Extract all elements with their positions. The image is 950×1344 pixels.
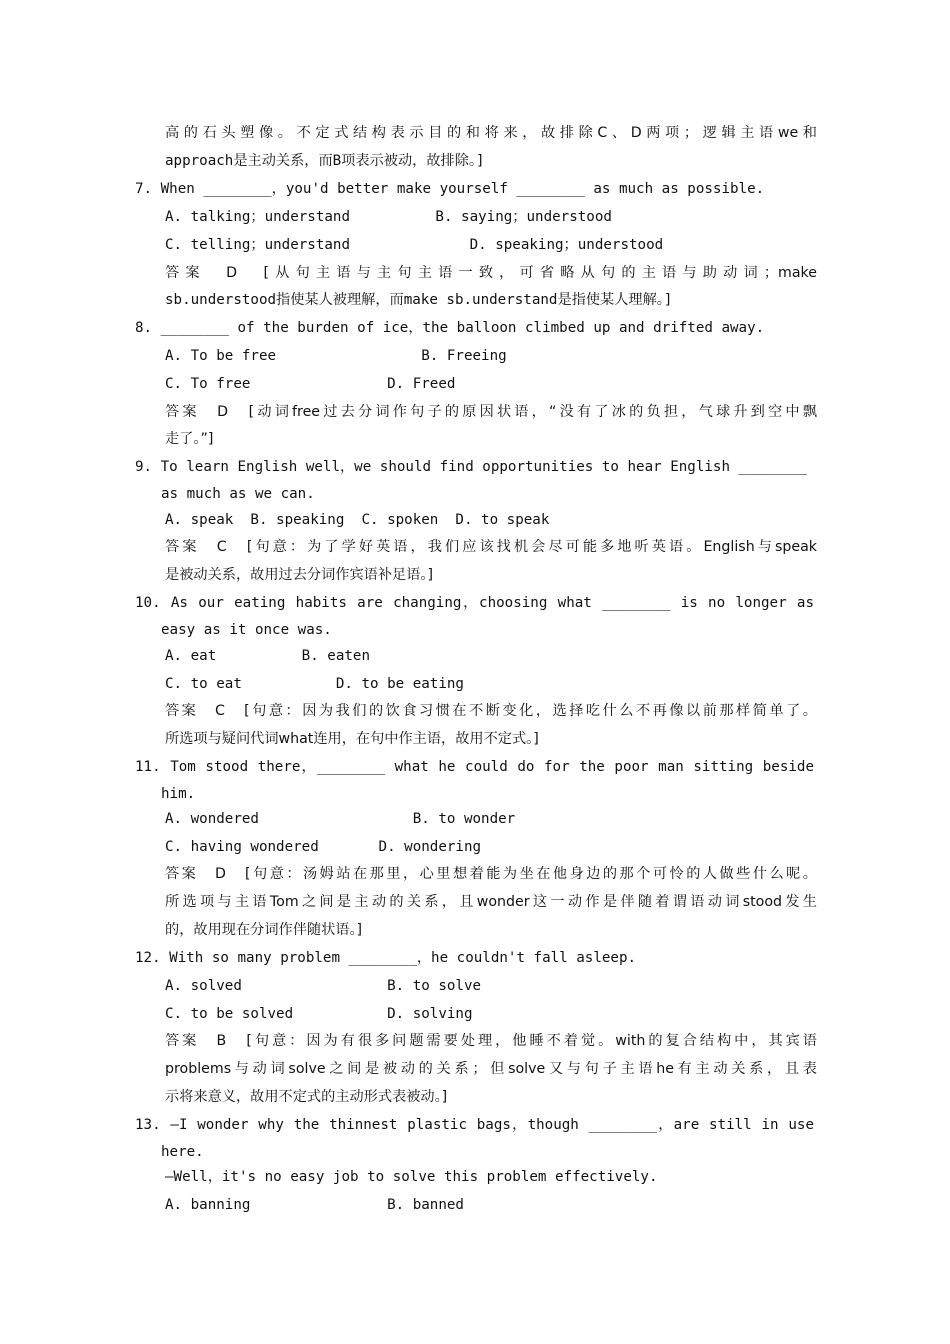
question-10-options-row-2: C. to eat D. to be eating xyxy=(165,676,464,692)
question-11-options-row-2: C. having wondered D. wondering xyxy=(165,839,482,855)
question-11-answer-line-3: 的，故用现在分词作伴随状语。] xyxy=(165,922,363,938)
question-8-answer-line-2: 走了。”] xyxy=(165,431,214,447)
question-9-answer-line-2: 是被动关系，故用过去分词作宾语补足语。] xyxy=(165,567,433,583)
question-11-stem-line-2: him. xyxy=(161,786,196,802)
question-13-dialogue-reply: —Well，it's no easy job to solve this problem effectively. xyxy=(165,1169,658,1185)
question-12-answer-line-3: 示将来意义，故用不定式的主动形式表被动。] xyxy=(165,1089,448,1105)
question-12-answer-line-1: 答案 B [句意：因为有很多问题需要处理，他睡不着觉。with的复合结构中，其宾语 xyxy=(165,1033,817,1049)
question-9-stem-line-2: as much as we can. xyxy=(161,486,315,502)
question-10-stem-line-1: 10. As our eating habits are changing，choosing what ________ is no longer as xyxy=(135,595,814,611)
question-8-options-row-1: A. To be free B. Freeing xyxy=(165,348,507,364)
question-11-answer-line-1: 答案 D [句意：汤姆站在那里，心里想着能为坐在他身边的那个可怜的人做些什么呢。 xyxy=(165,866,817,882)
question-11-options-row-1: A. wondered B. to wonder xyxy=(165,811,516,827)
question-9-stem-line-1: 9. To learn English well，we should find opportunities to hear English ________ xyxy=(135,459,807,475)
question-7-answer-line-2: sb.understood指使某人被理解，而make sb.understand是指使某人理解。] xyxy=(165,292,673,308)
question-7-options-row-2: C. telling；understand D. speaking；understood xyxy=(165,237,664,253)
question-11-stem-line-1: 11. Tom stood there，________ what he could do for the poor man sitting beside xyxy=(135,759,814,775)
question-12-answer-line-2: problems与动词solve之间是被动的关系；但solve又与句子主语he有主动关系，且表 xyxy=(165,1061,817,1077)
question-10-answer-line-1: 答案 C [句意：因为我们的饮食习惯在不断变化，选择吃什么不再像以前那样简单了。 xyxy=(165,703,817,719)
question-13-options-row-1: A. banning B. banned xyxy=(165,1197,464,1213)
question-13-stem-line-1: 13. —I wonder why the thinnest plastic bags，though ________，are still in use xyxy=(135,1117,814,1133)
question-10-answer-line-2: 所选项与疑问代词what连用，在句中作主语，故用不定式。] xyxy=(165,731,539,747)
question-11-answer-line-2: 所选项与主语Tom之间是主动的关系，且wonder这一动作是伴随着谓语动词stood发生 xyxy=(165,894,817,910)
question-12-stem: 12. With so many problem ________，he couldn't fall asleep. xyxy=(135,950,637,966)
question-12-options-row-1: A. solved B. to solve xyxy=(165,978,482,994)
question-7-answer-line-1: 答案 D [从句主语与主句主语一致，可省略从句的主语与助动词；make xyxy=(165,265,817,281)
question-12-options-row-2: C. to be solved D. solving xyxy=(165,1006,473,1022)
question-9-options: A. speak B. speaking C. spoken D. to speak xyxy=(165,512,550,528)
question-7-stem: 7. When ________，you'd better make yourself ________ as much as possible. xyxy=(135,181,765,197)
question-7-options-row-1: A. talking；understand B. saying；understood xyxy=(165,209,612,225)
prev-explanation-line-1: 高的石头塑像。不定式结构表示目的和将来，故排除C、D两项；逻辑主语we和 xyxy=(165,125,817,141)
prev-explanation-line-2: approach是主动关系，而B项表示被动，故排除。] xyxy=(165,153,485,169)
question-8-answer-line-1: 答案 D [动词free过去分词作句子的原因状语，“没有了冰的负担，气球升到空中飘 xyxy=(165,404,817,420)
question-10-stem-line-2: easy as it once was. xyxy=(161,622,332,638)
question-13-stem-line-2: here. xyxy=(161,1144,204,1160)
question-8-stem: 8. ________ of the burden of ice，the balloon climbed up and drifted away. xyxy=(135,320,765,336)
question-8-options-row-2: C. To free D. Freed xyxy=(165,376,456,392)
question-10-options-row-1: A. eat B. eaten xyxy=(165,648,370,664)
question-9-answer-line-1: 答案 C [句意：为了学好英语，我们应该找机会尽可能多地听英语。English与speak xyxy=(165,539,817,555)
